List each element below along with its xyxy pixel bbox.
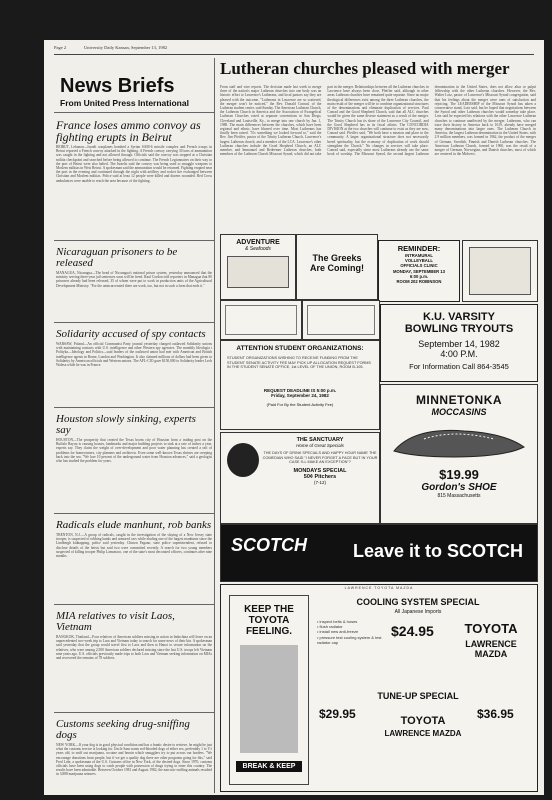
scotch-brand: SCOTCH [231,535,307,555]
article-text: WARSAW, Poland—An official Communist Party journal yesterday charged outlawed Solidarity unions with maintaining contacts with U.S. intelligence and other Western spy agencies. The monthly Ideologia i Polityka—Ideology and Politics—said leaders of the outlawed union had met with American and British intelligence agents in Rome, London and Washington. It also claimed millions of dollars had been given to Solidarity by American officials and Western unions. The AFL-CIO gave $150,000 to Solidarity leader Lech Walesa while he was in France. [56,342,212,368]
article-text: HOUSTON—The prosperity that created the Texas boom city of Houston from a trading post on the Buffalo Bayou is causing houses, landmarks and major building projects to sink at a rate of inches a year, experts say. They claim the weight of over-development and poor water planning has created a raft of problems for homeowners, city planners and architects. Even some well-known Texas shrines are creeping back into the sea. "We lose 10 percent of the underground water from Houston advances," said a geologist who has studied the problem for years. [56,438,212,464]
news-briefs-source: From United Press International [60,98,189,108]
student-org-paid: (Paid For By the Student Activity Fee) [266,402,334,407]
moccasin-illustration [384,421,534,461]
reminder-line: VOLLEYBALL [405,258,433,264]
minnetonka-ad [380,384,538,524]
bowling-title2: BOWLING TRYOUTS [404,323,514,335]
main-headline: Lutheran churches pleased with merger [220,59,510,78]
student-org-ad [220,340,380,430]
minnetonka-address: 815 Massachusetts [437,493,481,499]
sanctuary-logo [227,443,259,477]
toyota-border-text: LAWRENCE TOYOTA MAZDA [344,586,414,590]
newspaper-page [44,40,544,795]
student-org-text: STUDENT ORGANIZATIONS WISHING TO RECEIVE FUNDING FROM THE STUDENT SENATE ACTIVITY FEE MAY PICK UP ALLOCATION REQUEST FORMS IN THE STUDENT SENATE OFFICE, 1st LEVEL OF THE UNION, ROOM B-105. [227,356,371,370]
article-text: NEW YORK—If your dog is in good physical condition and has a frantic desire to retrieve, he might be just what the customs service is looking for. Uncle Sam wants red-blooded dogs of either sex, preferably 1 to 1½ years old, to sniff out marijuana, cocaine and heroin which smugglers try to put across our borders. "We encourage donations from people, but if we get a quality dog there are other programs going for this," said Fred Lohr, a spokesman of the U.S. Customs office in New York, of the desired dogs. Since 1970, customs officials have been using dogs to catch people with possession of drugs trying to enter this country. The results have been admirable. Between October 1981 and August 1982, the narcotic-sniffing animals resulted in 3,888 marijuana seizures. [56,743,212,777]
headline: France loses ammo convoy as fighting erupts in Beirut [56,118,201,144]
minnetonka-store: Gordon's SHOE [421,482,497,493]
sanctuary-hours: (7-12) [313,479,326,485]
toyota-break: BREAK & KEEP [236,761,302,772]
scotch-slogan: Leave it to SCOTCH [353,541,524,561]
sanctuary-title: THE SANCTUARY [296,437,344,443]
greeks-line2: Are Coming! [310,263,364,273]
toyota-cooling-list: • inspect belts & hoses • flush radiator • install new anti-freeze • pressure test cooling system & test radiator cap [317,619,382,645]
scotch-ad [220,524,538,582]
reminder-title: REMINDER: [397,244,441,253]
sanctuary-sub: Home of Great Specials [296,443,344,448]
reminder-line: MONDAY, SEPTEMBER 13 [393,268,445,274]
news-briefs-title: News Briefs [60,75,175,97]
headline: MIA relatives to visit Laos, Vietnam [56,610,175,633]
bowling-date: September 14, 1982 [418,339,500,349]
toyota-dealer: LAWRENCE MAZDA [465,639,517,659]
toyota-ad [220,584,538,792]
minnetonka-title: MINNETONKA [415,393,503,407]
headline: Houston slowly sinking, experts say [56,413,196,436]
student-org-date: Friday, September 24, 1982 [271,393,329,398]
toyota-price1: $24.95 [391,623,434,639]
reminder-line: ROOM 202 ROBINSON [396,279,442,285]
toyota-tuneup: TUNE-UP SPECIAL [377,691,459,701]
adventure-title: ADVENTURE [236,239,280,246]
cafe-ad [302,300,380,340]
cars-ad [220,300,302,340]
toyota-price3: $36.95 [477,707,514,721]
greeks-line1: The Greeks [312,253,362,263]
minnetonka-price: $19.99 [439,467,479,482]
reminder-ad [378,240,460,302]
toyota-keep: KEEP THE TOYOTA FEELING. [244,604,294,637]
toyota-dealer-2: LAWRENCE MAZDA [384,729,462,738]
bowling-ad [380,304,538,382]
headline: Customs seeking drug-sniffing dogs [56,718,190,741]
student-org-title: ATTENTION STUDENT ORGANIZATIONS: [236,345,364,352]
toyota-photo [240,645,298,753]
reminder-line: OFFICIALS CLINIC [400,263,438,269]
page-header [54,42,534,55]
toyota-cooling: COOLING SYSTEM SPECIAL [356,597,480,607]
reminder-line: 6:00 p.m. [409,273,429,279]
sanctuary-pitchers: 50¢ Pitchers [303,473,337,480]
headline: Radicals elude manhunt, rob banks [56,519,212,531]
article-text: TRENTON, N.J.—A group of radicals, caught in the investigation of the slaying of a New Jersey state trooper, is suspected of robbing banks and armored cars while eluding one of the largest manhunts since the Lindbergh kidnapping, police said yesterday. Clinton Pagano, state police superintendent, refused to disclose details of the heists but said two were committed recently. A search for two young members suspected of killing trooper Philip Lamonaco, one of the state's most decorated officers, continues after nine months. [56,533,212,559]
sanctuary-text: THE DAYS OF DRINK SPECIALS AND HAPPY HOUR NAME THE COMEDIAN WHO SAID "I NEVER FORGET A FACE BUT IN YOUR CASE I'LL MAKE AN EXCEPTION"? [262,451,378,465]
article-text: MANAGUA, Nicaragua—The head of Nicaragua's national prison system, yesterday announced that the ministry serving three-year jail sentences soon will be freed. Raul Cordon told reporters in Managua that 80 prisoners already had been released, 35 of whom were put to work in production units of the Agricultural Development Ministry. "For the unincarcerated there are work, too, but not in such a form that ends it." [56,271,212,288]
news-briefs-column [54,58,215,793]
main-article-text: From staff and wire reports. The decision made last week to merge three of the nation's major Lutheran churches into one body was an historic effort to Lawrence's Lutherans, and local pastors say they are pleased with the outcome. "Lutherans in Lawrence are so scattered, the merger won't be noticed," the Rev. Donald Conrad, of the Lutheran student center, said Sunday. The American Lutheran Church, the Lutheran Church in America and the Association of Evangelical Lutheran Churches voted at separate conventions in San Diego, Cleveland and Louisville, Ky., to merge into one church by Jan. 1, 1988. The main differences between the churches, which have been regional and ethnic, have blurred over time. Most Lutherans has finally been raised. "It's something we looked forward to," said the Rev. Jim Pfeiffer, pastor of the Trinity Lutheran Church, Lawrence's largest Lutheran church, and a member of the LCA. Lawrence's other Lutheran churches include the Good Shepherd Church, an ALC member, and Immanuel and Redeemer Lutheran churches, both members of the Lutheran Church Missouri Synod, which did not take part in the merger. Relationships between all the Lutheran churches in Lawrence have always been close, Pfeiffer said, although in other areas Lutheran churches have remained quite separate. Since no major theological differences exist among the three Lutheran churches, the main result of the merger will be to combine organizational structures of the denominations and eliminate duplication of services. Paul Conrad and the Good Shepherd Church, said that all ALC churches would be given the same diverse statement as a result of the merger. The Trinity Church has its share of the Lawrence City Council, and the Good Shepherd has in its fiscal affairs. The CONCORDIA DIVISION at the two churches will continue to exist as they are now, Conrad said. Pfeiffer said, "We both have a mission and place in the community. A larger organizational structure does not necessarily breed spirituality, but the economy of duplication of work should strengthen the Church." No changes in services will take place. Conrad said, especially since most Lutherans already use the same book of worship. The Missouri Synod, the second largest Lutheran denomination in the United States, does not allow altar or pulpit fellowship with the other Lutheran churches. However, the Rev. Walter Lotz, pastor of Lawrence's Missouri Synod congregation, said that his feelings about the merger were ones of satisfaction and rejoicing. The LEADERSHIP of the Missouri Synod has taken a conservative stand, Lotz said, but he hoped that negotiations between the Synod and other Lutheran churches would someday take place. Lotz said he expected his relations with the other Lawrence Lutheran churches to continue unaffected by the merger. Lutherans, who can trace their history in America back to 1619, already have merged many denominations into larger ones. The Lutheran Church in America, the largest Lutheran denomination in the United States, with 2.9 million members, was formed in 1962, the product of the merger of German, Swedish, Finnish and Danish Lutheran churches. The American Lutheran Church, formed in 1960, was the result of a merger of German, Norwegian, and Danish churches, most of which are centered in the Midwest. [220,85,536,157]
student-room-ad [462,240,538,302]
student-org-deadline: REQUEST DEADLINE IS 5:00 p.m. [263,388,337,393]
headline: Solidarity accused of spy contacts [56,328,206,340]
adventure-line: & Seafoods [245,246,271,252]
article-text: BANGKOK, Thailand—Four relatives of American soldiers missing in action in Indochina will leave on an unprecedented two-week trip to Laos and Vietnam today to search for some news of their kin. A spokesman said yesterday that the group would travel first to Laos and then to Hanoi to secure information on the relatives, who were among 2,500 American soldiers declared missing since the last U.S. troops left Vietnam nine years ago. U.S. officials previously made trips to both Laos and Vietnam seeking information on MIAs and recovered the remains of 78 soldiers. [56,635,212,661]
toyota-parts: All Japanese Imports [394,609,442,615]
toyota-price2: $29.95 [319,707,356,721]
greeks-ad [296,234,378,300]
toyota-brand-2: TOYOTA [400,715,446,727]
sanctuary-special: MONDAYS SPECIAL [293,467,347,474]
bowling-title: K.U. VARSITY [423,311,495,323]
article-text: BEIRUT, Lebanon—Israeli warplanes bombed a Syrian SAM-6 missile complex and French troops in Beirut reported a French convoy attacked in the fighting. A French convoy carrying 30 tons of ammunition was caught in the fighting and not allowed through. Officials said the convoy was stopped at a Christian militia checkpoint and searched before being allowed to continue. The French Legionnaires on their way to the port of Beirut were also halted. The Israelis said the convoy was being used to smuggle weapons to Moslem militias in West Beirut. A spokesman said the ammunition would be returned. Fighting erupted near the port in the evening and continued through the night with artillery and rocket fire exchanged between Christian and Moslem militias. Police said at least 12 people were killed and dozens wounded. Red Cross ambulances were unable to reach the area because of the fighting. [56,145,212,183]
bowling-time: 4:00 P.M. [440,349,478,359]
reminder-line: INTRAMURAL [405,253,433,258]
adventure-ad [220,234,296,300]
sanctuary-ad [220,432,380,524]
paper-dateline: University Daily Kansan, September 13, 1982 [84,45,168,50]
minnetonka-sub: MOCCASINS [431,407,487,417]
toyota-brand: TOYOTA [464,621,518,636]
page-number: Page 2 [54,45,67,50]
bowling-info: For Information Call 864-3545 [409,362,509,371]
headline: Nicaraguan prisoners to be released [56,246,178,269]
